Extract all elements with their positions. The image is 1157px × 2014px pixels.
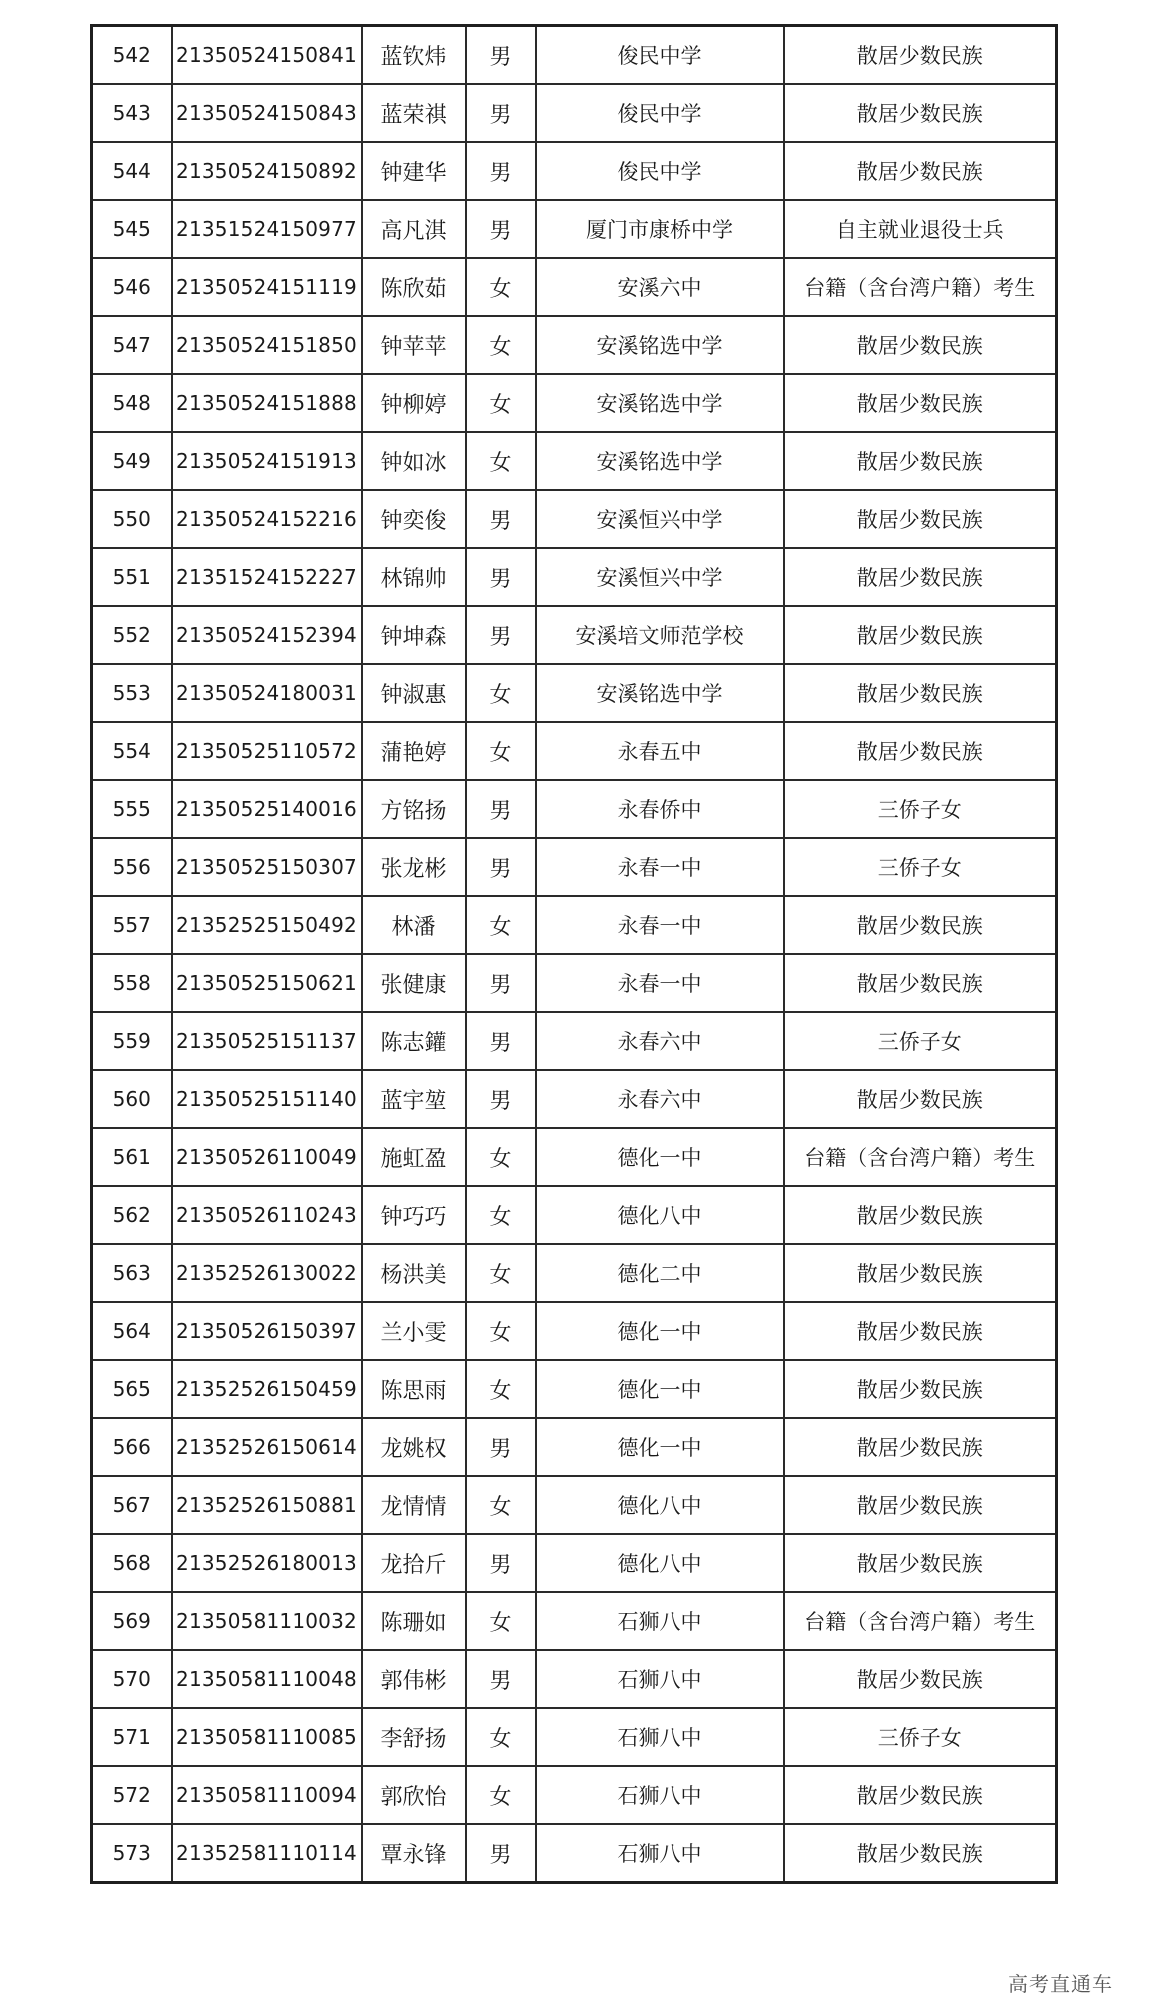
table-row [92, 432, 1057, 490]
category-cell: 台籍（含台湾户籍）考生 [784, 1592, 1057, 1650]
category-cell: 散居少数民族 [784, 1650, 1057, 1708]
school-name-cell: 永春侨中 [536, 780, 784, 838]
school-name-cell: 永春一中 [536, 896, 784, 954]
category-cell: 散居少数民族 [784, 1360, 1057, 1418]
candidate-name-cell: 兰小雯 [362, 1302, 466, 1360]
school-name-cell: 安溪培文师范学校 [536, 606, 784, 664]
candidate-id-cell: 21352526150459 [172, 1360, 362, 1418]
school-name-cell: 德化八中 [536, 1476, 784, 1534]
row-number-cell: 567 [92, 1476, 172, 1534]
candidate-id-cell: 21350581110048 [172, 1650, 362, 1708]
table-row [92, 1012, 1057, 1070]
table-row [92, 1186, 1057, 1244]
gender-cell: 女 [466, 1708, 536, 1766]
row-number-cell: 551 [92, 548, 172, 606]
table-row [92, 1360, 1057, 1418]
candidate-id-cell: 21350526110243 [172, 1186, 362, 1244]
candidate-id-cell: 21350524150843 [172, 84, 362, 142]
row-number-cell: 570 [92, 1650, 172, 1708]
candidate-id-cell: 21350524152216 [172, 490, 362, 548]
category-cell: 散居少数民族 [784, 1244, 1057, 1302]
candidate-name-cell: 龙情情 [362, 1476, 466, 1534]
table-row [92, 780, 1057, 838]
candidate-name-cell: 蓝钦炜 [362, 26, 466, 85]
row-number-cell: 544 [92, 142, 172, 200]
school-name-cell: 安溪铭选中学 [536, 664, 784, 722]
row-number-cell: 568 [92, 1534, 172, 1592]
row-number-cell: 569 [92, 1592, 172, 1650]
row-number-cell: 553 [92, 664, 172, 722]
table-row [92, 1766, 1057, 1824]
row-number-cell: 552 [92, 606, 172, 664]
category-cell: 台籍（含台湾户籍）考生 [784, 258, 1057, 316]
candidate-id-cell: 21352526130022 [172, 1244, 362, 1302]
row-number-cell: 548 [92, 374, 172, 432]
row-number-cell: 566 [92, 1418, 172, 1476]
category-cell: 散居少数民族 [784, 722, 1057, 780]
table-row [92, 722, 1057, 780]
row-number-cell: 562 [92, 1186, 172, 1244]
gender-cell: 女 [466, 1360, 536, 1418]
category-cell: 散居少数民族 [784, 1824, 1057, 1883]
row-number-cell: 573 [92, 1824, 172, 1883]
row-number-cell: 556 [92, 838, 172, 896]
candidate-name-cell: 陈思雨 [362, 1360, 466, 1418]
school-name-cell: 德化八中 [536, 1534, 784, 1592]
table-row [92, 1302, 1057, 1360]
candidate-name-cell: 钟奕俊 [362, 490, 466, 548]
school-name-cell: 石狮八中 [536, 1592, 784, 1650]
category-cell: 三侨子女 [784, 780, 1057, 838]
table-row [92, 1070, 1057, 1128]
candidate-name-cell: 张龙彬 [362, 838, 466, 896]
gender-cell: 女 [466, 1592, 536, 1650]
table-row [92, 258, 1057, 316]
row-number-cell: 542 [92, 26, 172, 85]
school-name-cell: 石狮八中 [536, 1708, 784, 1766]
category-cell: 散居少数民族 [784, 84, 1057, 142]
candidate-name-cell: 陈欣茹 [362, 258, 466, 316]
candidate-id-cell: 21350581110085 [172, 1708, 362, 1766]
candidate-id-cell: 21351524152227 [172, 548, 362, 606]
gender-cell: 女 [466, 1186, 536, 1244]
gender-cell: 女 [466, 664, 536, 722]
candidate-name-cell: 龙拾斤 [362, 1534, 466, 1592]
category-cell: 散居少数民族 [784, 896, 1057, 954]
row-number-cell: 549 [92, 432, 172, 490]
candidate-name-cell: 林潘 [362, 896, 466, 954]
category-cell: 散居少数民族 [784, 1476, 1057, 1534]
category-cell: 散居少数民族 [784, 606, 1057, 664]
table-row [92, 1650, 1057, 1708]
row-number-cell: 561 [92, 1128, 172, 1186]
gender-cell: 男 [466, 548, 536, 606]
category-cell: 散居少数民族 [784, 26, 1057, 85]
school-name-cell: 永春六中 [536, 1070, 784, 1128]
table-row [92, 1418, 1057, 1476]
school-name-cell: 德化一中 [536, 1302, 784, 1360]
category-cell: 台籍（含台湾户籍）考生 [784, 1128, 1057, 1186]
school-name-cell: 石狮八中 [536, 1824, 784, 1883]
table-row [92, 1244, 1057, 1302]
candidate-table-body [92, 26, 1057, 1883]
candidate-id-cell: 21350524180031 [172, 664, 362, 722]
gender-cell: 女 [466, 1766, 536, 1824]
school-name-cell: 德化一中 [536, 1128, 784, 1186]
school-name-cell: 德化一中 [536, 1418, 784, 1476]
candidate-name-cell: 覃永锋 [362, 1824, 466, 1883]
school-name-cell: 厦门市康桥中学 [536, 200, 784, 258]
table-row [92, 84, 1057, 142]
school-name-cell: 石狮八中 [536, 1650, 784, 1708]
school-name-cell: 俊民中学 [536, 84, 784, 142]
table-row [92, 200, 1057, 258]
candidate-name-cell: 钟如冰 [362, 432, 466, 490]
school-name-cell: 德化一中 [536, 1360, 784, 1418]
candidate-id-cell: 21350526110049 [172, 1128, 362, 1186]
category-cell: 散居少数民族 [784, 490, 1057, 548]
candidate-id-cell: 21350581110094 [172, 1766, 362, 1824]
table-row [92, 1708, 1057, 1766]
table-row [92, 1128, 1057, 1186]
row-number-cell: 572 [92, 1766, 172, 1824]
gender-cell: 男 [466, 1012, 536, 1070]
candidate-id-cell: 21350524151888 [172, 374, 362, 432]
candidate-name-cell: 蓝荣祺 [362, 84, 466, 142]
school-name-cell: 俊民中学 [536, 26, 784, 85]
candidate-name-cell: 高凡淇 [362, 200, 466, 258]
school-name-cell: 安溪恒兴中学 [536, 490, 784, 548]
table-row [92, 664, 1057, 722]
row-number-cell: 555 [92, 780, 172, 838]
table-row [92, 1534, 1057, 1592]
school-name-cell: 石狮八中 [536, 1766, 784, 1824]
candidate-id-cell: 21350526150397 [172, 1302, 362, 1360]
table-row [92, 1592, 1057, 1650]
row-number-cell: 571 [92, 1708, 172, 1766]
gender-cell: 女 [466, 316, 536, 374]
school-name-cell: 永春一中 [536, 954, 784, 1012]
category-cell: 三侨子女 [784, 1708, 1057, 1766]
category-cell: 散居少数民族 [784, 1534, 1057, 1592]
category-cell: 三侨子女 [784, 838, 1057, 896]
category-cell: 散居少数民族 [784, 142, 1057, 200]
category-cell: 散居少数民族 [784, 548, 1057, 606]
candidate-name-cell: 蓝宇堃 [362, 1070, 466, 1128]
gender-cell: 男 [466, 954, 536, 1012]
candidate-id-cell: 21350524152394 [172, 606, 362, 664]
table-row [92, 26, 1057, 85]
table-row [92, 142, 1057, 200]
row-number-cell: 560 [92, 1070, 172, 1128]
candidate-name-cell: 李舒扬 [362, 1708, 466, 1766]
candidate-id-cell: 21350581110032 [172, 1592, 362, 1650]
category-cell: 三侨子女 [784, 1012, 1057, 1070]
candidate-id-cell: 21350524151119 [172, 258, 362, 316]
candidate-id-cell: 21352525150492 [172, 896, 362, 954]
school-name-cell: 俊民中学 [536, 142, 784, 200]
category-cell: 散居少数民族 [784, 1302, 1057, 1360]
school-name-cell: 德化八中 [536, 1186, 784, 1244]
watermark-text: 高考直通车 [1008, 1972, 1113, 1996]
candidate-id-cell: 21350524151913 [172, 432, 362, 490]
candidate-name-cell: 郭欣怡 [362, 1766, 466, 1824]
table-row [92, 1476, 1057, 1534]
candidate-name-cell: 钟巧巧 [362, 1186, 466, 1244]
category-cell: 散居少数民族 [784, 1070, 1057, 1128]
candidate-id-cell: 21352526150614 [172, 1418, 362, 1476]
candidate-name-cell: 钟苹苹 [362, 316, 466, 374]
candidate-name-cell: 钟柳婷 [362, 374, 466, 432]
gender-cell: 男 [466, 84, 536, 142]
school-name-cell: 永春六中 [536, 1012, 784, 1070]
gender-cell: 女 [466, 374, 536, 432]
candidate-name-cell: 龙姚权 [362, 1418, 466, 1476]
school-name-cell: 永春一中 [536, 838, 784, 896]
gender-cell: 女 [466, 722, 536, 780]
table-row [92, 606, 1057, 664]
candidate-name-cell: 施虹盈 [362, 1128, 466, 1186]
candidate-name-cell: 方铭扬 [362, 780, 466, 838]
school-name-cell: 安溪铭选中学 [536, 432, 784, 490]
candidate-id-cell: 21350524151850 [172, 316, 362, 374]
candidate-id-cell: 21352581110114 [172, 1824, 362, 1883]
category-cell: 散居少数民族 [784, 1186, 1057, 1244]
candidate-name-cell: 郭伟彬 [362, 1650, 466, 1708]
gender-cell: 男 [466, 200, 536, 258]
candidate-name-cell: 陈志鑵 [362, 1012, 466, 1070]
table-row [92, 1824, 1057, 1883]
row-number-cell: 565 [92, 1360, 172, 1418]
candidate-name-cell: 蒲艳婷 [362, 722, 466, 780]
school-name-cell: 永春五中 [536, 722, 784, 780]
gender-cell: 女 [466, 1476, 536, 1534]
candidate-table [90, 24, 1058, 1884]
candidate-name-cell: 林锦帅 [362, 548, 466, 606]
gender-cell: 女 [466, 1302, 536, 1360]
row-number-cell: 550 [92, 490, 172, 548]
row-number-cell: 559 [92, 1012, 172, 1070]
category-cell: 散居少数民族 [784, 1766, 1057, 1824]
table-row [92, 548, 1057, 606]
row-number-cell: 547 [92, 316, 172, 374]
gender-cell: 女 [466, 258, 536, 316]
gender-cell: 男 [466, 26, 536, 85]
table-row [92, 316, 1057, 374]
category-cell: 散居少数民族 [784, 954, 1057, 1012]
candidate-id-cell: 21350524150892 [172, 142, 362, 200]
gender-cell: 男 [466, 780, 536, 838]
table-row [92, 490, 1057, 548]
row-number-cell: 557 [92, 896, 172, 954]
gender-cell: 男 [466, 838, 536, 896]
candidate-name-cell: 陈珊如 [362, 1592, 466, 1650]
school-name-cell: 安溪六中 [536, 258, 784, 316]
row-number-cell: 546 [92, 258, 172, 316]
category-cell: 散居少数民族 [784, 374, 1057, 432]
candidate-id-cell: 21352526180013 [172, 1534, 362, 1592]
category-cell: 散居少数民族 [784, 432, 1057, 490]
school-name-cell: 德化二中 [536, 1244, 784, 1302]
gender-cell: 男 [466, 1824, 536, 1883]
candidate-id-cell: 21350525150621 [172, 954, 362, 1012]
candidate-id-cell: 21350525150307 [172, 838, 362, 896]
school-name-cell: 安溪铭选中学 [536, 374, 784, 432]
row-number-cell: 554 [92, 722, 172, 780]
candidate-id-cell: 21351524150977 [172, 200, 362, 258]
gender-cell: 男 [466, 1534, 536, 1592]
category-cell: 散居少数民族 [784, 316, 1057, 374]
table-row [92, 838, 1057, 896]
row-number-cell: 563 [92, 1244, 172, 1302]
candidate-name-cell: 张健康 [362, 954, 466, 1012]
gender-cell: 男 [466, 1070, 536, 1128]
gender-cell: 男 [466, 1418, 536, 1476]
row-number-cell: 558 [92, 954, 172, 1012]
candidate-name-cell: 钟建华 [362, 142, 466, 200]
row-number-cell: 545 [92, 200, 172, 258]
candidate-id-cell: 21352526150881 [172, 1476, 362, 1534]
row-number-cell: 543 [92, 84, 172, 142]
candidate-name-cell: 钟坤森 [362, 606, 466, 664]
gender-cell: 女 [466, 1244, 536, 1302]
candidate-id-cell: 21350524150841 [172, 26, 362, 85]
candidate-id-cell: 21350525151137 [172, 1012, 362, 1070]
gender-cell: 女 [466, 432, 536, 490]
gender-cell: 男 [466, 606, 536, 664]
gender-cell: 女 [466, 896, 536, 954]
gender-cell: 女 [466, 1128, 536, 1186]
candidate-name-cell: 钟淑惠 [362, 664, 466, 722]
school-name-cell: 安溪恒兴中学 [536, 548, 784, 606]
candidate-name-cell: 杨洪美 [362, 1244, 466, 1302]
gender-cell: 男 [466, 142, 536, 200]
gender-cell: 男 [466, 1650, 536, 1708]
category-cell: 散居少数民族 [784, 664, 1057, 722]
candidate-id-cell: 21350525140016 [172, 780, 362, 838]
table-row [92, 374, 1057, 432]
gender-cell: 男 [466, 490, 536, 548]
candidate-id-cell: 21350525110572 [172, 722, 362, 780]
table-row [92, 896, 1057, 954]
category-cell: 自主就业退役士兵 [784, 200, 1057, 258]
table-row [92, 954, 1057, 1012]
row-number-cell: 564 [92, 1302, 172, 1360]
candidate-id-cell: 21350525151140 [172, 1070, 362, 1128]
school-name-cell: 安溪铭选中学 [536, 316, 784, 374]
category-cell: 散居少数民族 [784, 1418, 1057, 1476]
